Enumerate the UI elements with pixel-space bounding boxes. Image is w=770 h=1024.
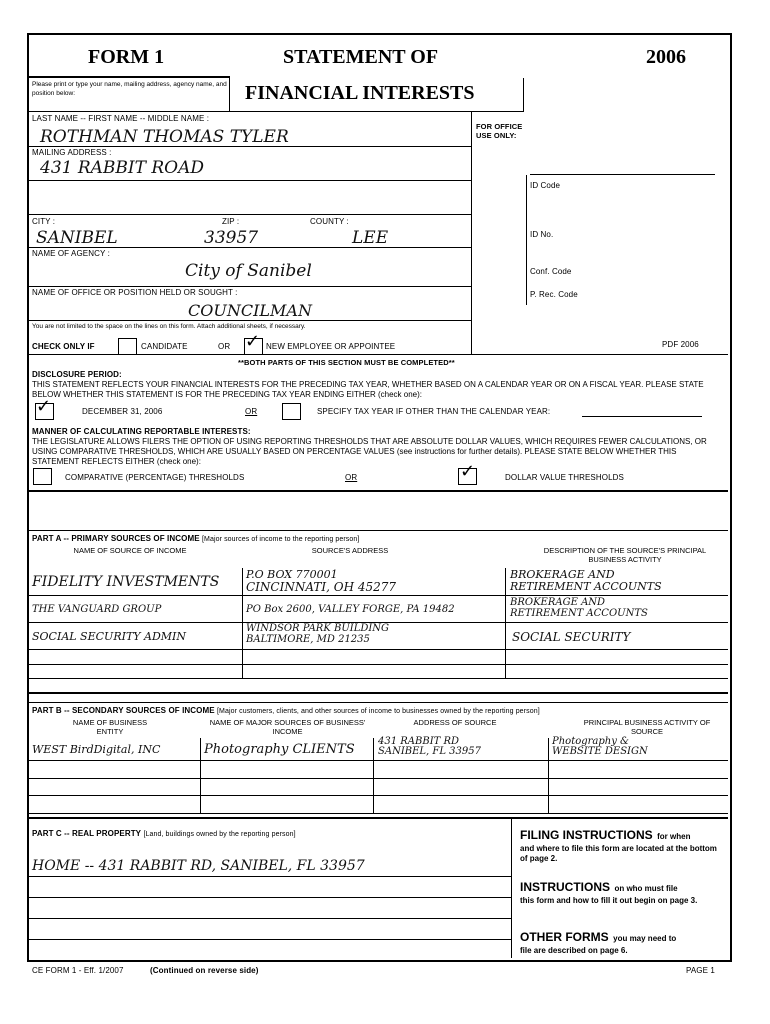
- city-value: SANIBEL: [36, 228, 118, 248]
- office-value: COUNCILMAN: [188, 301, 312, 320]
- county-value: LEE: [352, 228, 389, 248]
- part-a-row1-desc2: RETIREMENT ACCOUNTS: [510, 580, 662, 593]
- part-b-row1-address1: 431 RABBIT RD: [378, 736, 460, 747]
- part-b-row1-address2: SANIBEL, FL 33957: [378, 746, 481, 757]
- part-a-row1-desc1: BROKERAGE AND: [510, 568, 615, 581]
- or-label-2: OR: [245, 407, 258, 416]
- city-label: CITY :: [32, 217, 56, 226]
- part-b-row1-entity: WEST BirdDigital, INC: [32, 743, 161, 756]
- print-note: Please print or type your name, mailing address, agency name, and position below:: [32, 81, 227, 97]
- dec31-check-icon: ✓: [36, 396, 52, 417]
- comparative-checkbox[interactable]: [33, 468, 52, 485]
- part-a-heading: PART A -- PRIMARY SOURCES OF INCOME [Major sources of income to the reporting person]: [32, 534, 360, 543]
- part-b-row1-activity2: WEBSITE DESIGN: [552, 746, 648, 757]
- specify-label: SPECIFY TAX YEAR IF OTHER THAN THE CALENDAR YEAR:: [317, 407, 551, 416]
- footer-form-id: CE FORM 1 - Eff. 1/2007: [32, 966, 124, 975]
- filing-instructions: FILING INSTRUCTIONS for when and where to file this form are located at the bottom of page 2.: [520, 828, 717, 863]
- period-heading: DISCLOSURE PERIOD:: [32, 370, 122, 379]
- part-b-col2: NAME OF MAJOR SOURCES OF BUSINESS' INCOME: [209, 718, 366, 736]
- office-use-label: FOR OFFICE USE ONLY:: [476, 122, 523, 140]
- candidate-label: CANDIDATE: [141, 342, 188, 351]
- part-b-col1: NAME OF BUSINESS ENTITY: [72, 718, 148, 736]
- space-note: You are not limited to the space on the lines on this form. Attach additional sheets, if necessary.: [32, 323, 306, 330]
- part-a-col3: DESCRIPTION OF THE SOURCE'S PRINCIPAL BUSINESS ACTIVITY: [543, 546, 707, 564]
- disclosure-banner: **BOTH PARTS OF THIS SECTION MUST BE COMPLETED**: [238, 358, 455, 367]
- form-year: 2006: [646, 46, 686, 68]
- new-employee-check-icon: ✓: [245, 331, 261, 352]
- footer-continued: (Continued on reverse side): [150, 966, 259, 975]
- part-a-row2-address1: PO Box 2600, VALLEY FORGE, PA 19482: [246, 604, 455, 615]
- county-label: COUNTY :: [310, 217, 349, 226]
- part-a-row1-name: FIDELITY INVESTMENTS: [32, 574, 220, 590]
- part-a-col1: NAME OF SOURCE OF INCOME: [73, 546, 187, 555]
- part-a-row3-address1: WINDSOR PARK BUILDING: [246, 623, 390, 634]
- part-a-row2-name: THE VANGUARD GROUP: [32, 604, 162, 615]
- name-value: ROTHMAN THOMAS TYLER: [40, 127, 289, 147]
- part-b-heading: PART B -- SECONDARY SOURCES OF INCOME [Major customers, clients, and other sources of income to businesses owned by the reporting person]: [32, 706, 540, 715]
- specify-year-checkbox[interactable]: [282, 403, 301, 420]
- or-label-3: OR: [345, 473, 358, 482]
- conf-code-label: Conf. Code: [530, 267, 572, 276]
- part-c-row1: HOME -- 431 RABBIT RD, SANIBEL, FL 33957: [32, 858, 365, 874]
- agency-value: City of Sanibel: [185, 261, 312, 281]
- id-code-label: ID Code: [530, 181, 561, 190]
- title-line2: FINANCIAL INTERESTS: [245, 82, 475, 104]
- p-rec-code-label: P. Rec. Code: [530, 290, 578, 299]
- part-b-row1-activity1: Photography &: [552, 736, 629, 747]
- part-a-col2: SOURCE'S ADDRESS: [311, 546, 389, 555]
- mailing-label: MAILING ADDRESS :: [32, 148, 112, 157]
- part-a-row3-desc1: SOCIAL SECURITY: [512, 630, 631, 644]
- other-forms-instructions: OTHER FORMS you may need to file are described on page 6.: [520, 930, 677, 955]
- check-only-label: CHECK ONLY IF: [32, 342, 95, 351]
- zip-label: ZIP :: [222, 217, 240, 226]
- candidate-checkbox[interactable]: [118, 338, 137, 355]
- part-a-row3-address2: BALTIMORE, MD 21235: [246, 634, 370, 645]
- zip-value: 33957: [204, 228, 259, 248]
- part-a-row3-name: SOCIAL SECURITY ADMIN: [32, 630, 187, 643]
- footer-page: PAGE 1: [686, 966, 715, 975]
- title-line1: STATEMENT OF: [283, 46, 439, 68]
- who-must-file-instructions: INSTRUCTIONS on who must file this form and how to fill it out begin on page 3.: [520, 880, 698, 905]
- dec31-label: DECEMBER 31, 2006: [82, 407, 163, 416]
- form-label: FORM 1: [88, 46, 165, 68]
- part-a-row1-address1: P.O BOX 770001: [246, 568, 338, 581]
- part-b-col4: PRINCIPAL BUSINESS ACTIVITY OF SOURCE: [583, 718, 711, 736]
- pdf-label: PDF 2006: [662, 340, 699, 349]
- part-a-row2-desc2: RETIREMENT ACCOUNTS: [510, 608, 648, 619]
- agency-label: NAME OF AGENCY :: [32, 249, 110, 258]
- part-b-row1-sources: Photography CLIENTS: [204, 742, 355, 757]
- part-a-row1-address2: CINCINNATI, OH 45277: [246, 580, 397, 594]
- dollar-label: DOLLAR VALUE THRESHOLDS: [505, 473, 624, 482]
- office-label: NAME OF OFFICE OR POSITION HELD OR SOUGHT :: [32, 288, 238, 297]
- new-employee-label: NEW EMPLOYEE OR APPOINTEE: [266, 342, 396, 351]
- manner-text: THE LEGISLATURE ALLOWS FILERS THE OPTION OF USING REPORTING THRESHOLDS THAT ARE ABSOLUTE DOLLAR VALUES, WHICH REQUIRES FEWER CALCULATIONS, OR USING COMPARATIVE THRESHOLDS, WHICH ARE USUALLY BASED ON PERCENTAGE VALUES (see instructions for further details). PLEASE STATE BELOW WHETHER THIS STATEMENT REFLECTS EITHER (check one):: [32, 437, 707, 466]
- period-text: THIS STATEMENT REFLECTS YOUR FINANCIAL INTERESTS FOR THE PRECEDING TAX YEAR, WHETHER BASED ON A CALENDAR YEAR OR ON A FISCAL YEAR. PLEASE STATE BELOW WHETHER THIS STATEMENT IS FOR THE PRECEDING TAX YEAR ENDING EITHER (check one):: [32, 380, 704, 399]
- name-label: LAST NAME -- FIRST NAME -- MIDDLE NAME :: [32, 114, 210, 123]
- part-a-row2-desc1: BROKERAGE AND: [510, 597, 606, 608]
- part-b-col3: ADDRESS OF SOURCE: [413, 718, 497, 727]
- id-no-label: ID No.: [530, 230, 554, 239]
- mailing-value: 431 RABBIT ROAD: [40, 158, 205, 178]
- or-label-1: OR: [218, 342, 231, 351]
- comparative-label: COMPARATIVE (PERCENTAGE) THRESHOLDS: [65, 473, 245, 482]
- part-c-heading: PART C -- REAL PROPERTY [Land, buildings owned by the reporting person]: [32, 829, 296, 838]
- dollar-check-icon: ✓: [460, 461, 476, 482]
- manner-heading: MANNER OF CALCULATING REPORTABLE INTERESTS:: [32, 427, 251, 436]
